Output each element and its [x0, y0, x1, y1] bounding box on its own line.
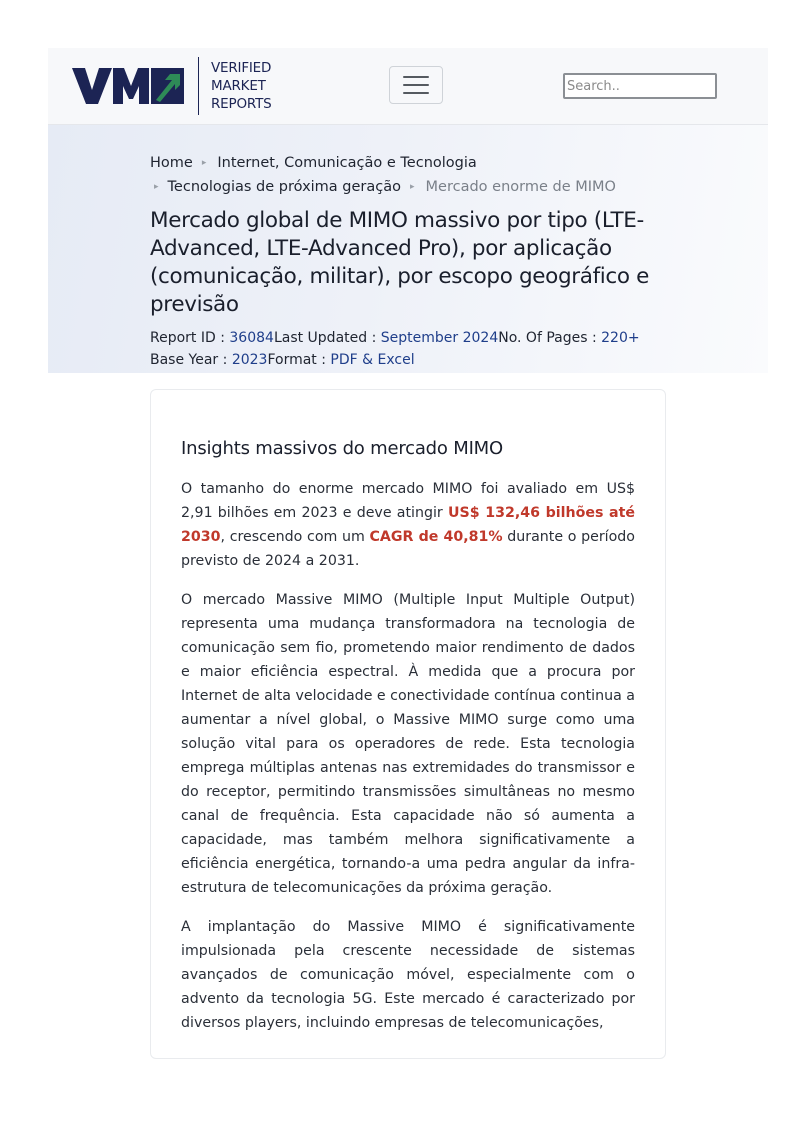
breadcrumb: [150, 151, 670, 199]
logo-line: VERIFIED: [211, 60, 272, 76]
format-value: PDF & Excel: [330, 352, 415, 368]
chevron-right-icon: ▸: [410, 182, 415, 192]
page-title: Mercado global de MIMO massivo por tipo (LTE-Advanced, LTE-Advanced Pro), por aplicação (comunicação, militar), por escopo geográfico e previsão: [150, 208, 650, 317]
insights-paragraph: A implantação do Massive MIMO é significativamente impulsionada pela crescente necessidade de sistemas avançados de comunicação móvel, especialmente com o advento da tecnologia 5G. Este mercado é caracterizado por diversos players, incluindo empresas de telecomunicações,: [181, 919, 635, 1031]
search-input[interactable]: [563, 73, 717, 99]
pages-value: 220+: [601, 330, 640, 346]
logo-line: REPORTS: [211, 96, 272, 112]
site-header: [48, 48, 768, 125]
market-size-highlight: US$ 132,46 bilhões até 2030: [181, 505, 635, 545]
breadcrumb-current: Mercado enorme de MIMO: [425, 179, 616, 195]
format-label: Format :: [267, 352, 331, 368]
vmr-logo[interactable]: [72, 56, 272, 116]
logo-wordmark: [211, 59, 272, 113]
logo-line: MARKET: [211, 78, 266, 94]
insights-text: durante o período previsto de 2024 a 2031.: [181, 529, 635, 569]
base-year-label: Base Year :: [150, 352, 232, 368]
hamburger-menu-button[interactable]: [389, 66, 443, 104]
report-hero: [48, 125, 768, 373]
insights-text: , crescendo com um: [220, 529, 370, 545]
last-updated-value: September 2024: [380, 330, 499, 346]
report-id-value: 36084: [229, 330, 274, 346]
breadcrumb-category-link[interactable]: Internet, Comunicação e Tecnologia: [217, 155, 477, 171]
report-id-label: Report ID :: [150, 330, 230, 346]
insights-text: O tamanho do enorme mercado MIMO foi avaliado em US$ 2,91 bilhões em 2023 e deve atingir: [181, 481, 635, 521]
breadcrumb-home-link[interactable]: Home: [150, 155, 193, 171]
hamburger-icon: [403, 92, 429, 94]
report-meta-row: [150, 349, 710, 371]
insights-card: [150, 389, 666, 1059]
cagr-highlight: CAGR de 40,81%: [369, 529, 503, 545]
pages-label: No. Of Pages :: [498, 330, 602, 346]
last-updated-label: Last Updated :: [273, 330, 381, 346]
hamburger-icon: [403, 84, 429, 86]
vmr-logo-mark: [72, 66, 184, 106]
chevron-right-icon: ▸: [201, 158, 207, 168]
chevron-right-icon: ▸: [154, 182, 159, 192]
report-meta-row: [150, 327, 710, 349]
insights-paragraph: [181, 477, 635, 573]
breadcrumb-subcategory-link[interactable]: Tecnologias de próxima geração: [167, 179, 401, 195]
insights-body: [181, 477, 635, 1050]
base-year-value: 2023: [231, 352, 268, 368]
insights-paragraph: O mercado Massive MIMO (Multiple Input Multiple Output) representa uma mudança transformadora na tecnologia de comunicação sem fio, prometendo maior rendimento de dados e maior eficiência espectral. À medida que a procura por Internet de alta velocidade e conectividade contínua continua a aumentar a nível global, o Massive MIMO surge como uma solução vital para os operadores de rede. Esta tecnologia emprega múltiplas antenas nas extremidades do transmissor e do receptor, permitindo transmissões simultâneas no mesmo canal de frequência. Esta capacidade não só aumenta a capacidade, mas também melhora significativamente a eficiência energética, tornando-a uma pedra angular da infra-estrutura de telecomunicações da próxima geração.: [181, 592, 635, 896]
report-meta: [150, 327, 710, 371]
logo-divider: [198, 57, 199, 115]
hamburger-icon: [403, 76, 429, 78]
insights-heading: Insights massivos do mercado MIMO: [181, 438, 503, 459]
